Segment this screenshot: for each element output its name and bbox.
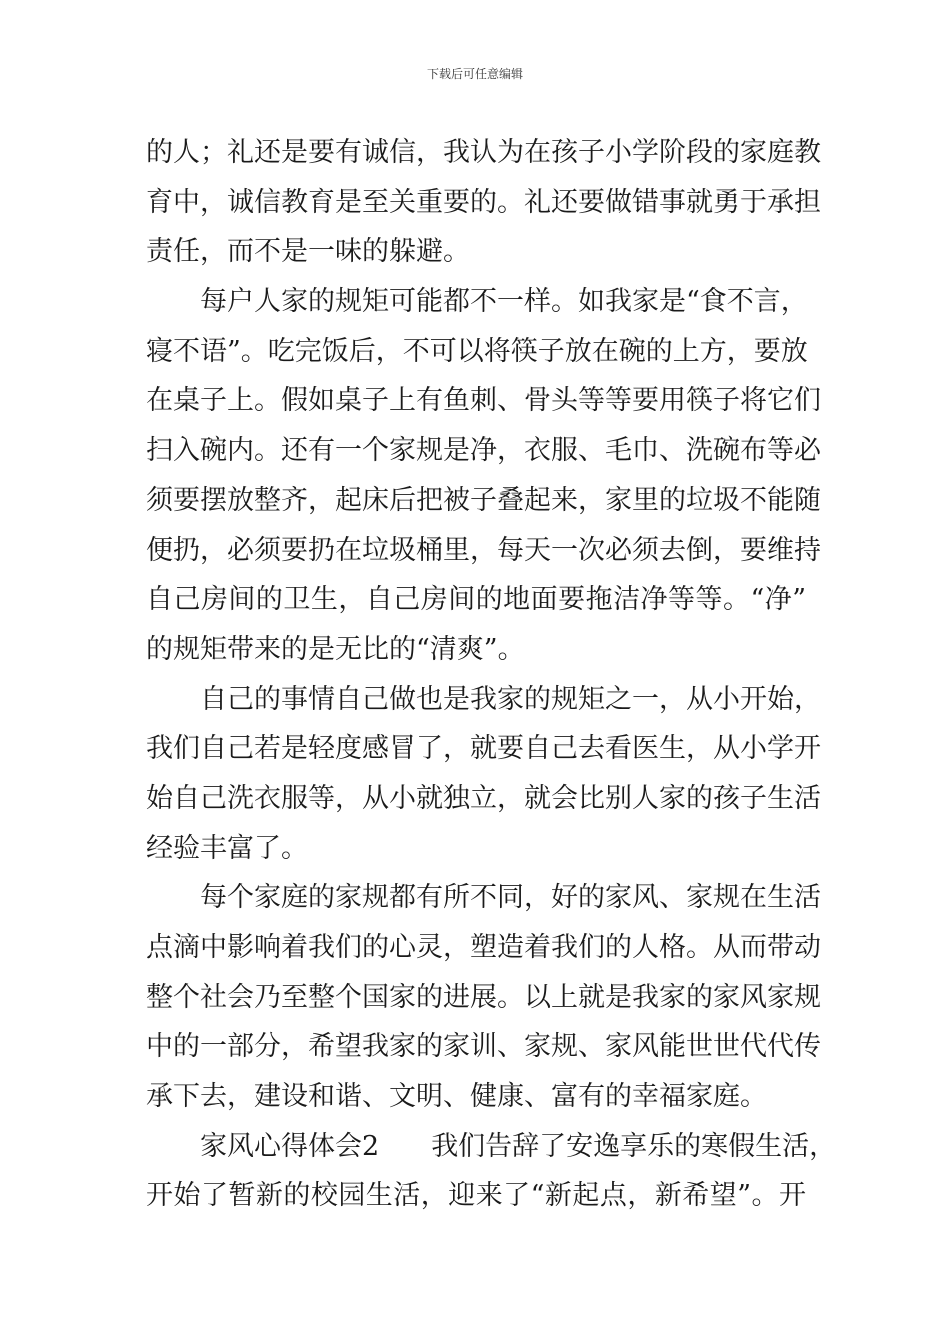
text-run: 我们告辞了安逸享乐的寒假生活， xyxy=(431,1130,837,1162)
paragraph-2 xyxy=(146,277,821,675)
text-line: 育中，诚信教育是至关重要的。礼还要做错事就勇于承担 xyxy=(146,186,821,218)
text-line: 中的一部分，希望我家的家训、家规、家风能世世代代传 xyxy=(146,1031,821,1063)
text-line: 责任，而不是一味的躲避。 xyxy=(146,236,470,268)
text-line: 的规矩带来的是无比的“清爽”。 xyxy=(146,633,525,665)
paragraph-4 xyxy=(146,873,821,1121)
text-line: 每个家庭的家规都有所不同，好的家风、家规在生活 xyxy=(200,882,821,914)
text-line: 每户人家的规矩可能都不一样。如我家是“食不言， xyxy=(200,286,808,318)
text-line: 我们自己若是轻度感冒了，就要自己去看医生，从小学开 xyxy=(146,733,821,765)
text-line xyxy=(146,1122,837,1172)
text-line: 须要摆放整齐，起床后把被子叠起来，家里的垃圾不能随 xyxy=(146,484,821,516)
section-heading: 家风心得体会2 xyxy=(200,1130,380,1162)
text-line: 开始了暂新的校园生活，迎来了“新起点，新希望”。开 xyxy=(146,1180,806,1212)
text-line: 自己的事情自己做也是我家的规矩之一，从小开始， xyxy=(200,683,821,715)
text-line: 的人；礼还是要有诚信，我认为在孩子小学阶段的家庭教 xyxy=(146,137,821,168)
text-line: 扫入碗内。还有一个家规是净，衣服、毛巾、洗碗布等必 xyxy=(146,435,821,467)
text-line: 寝不语”。吃完饭后，不可以将筷子放在碗的上方，要放 xyxy=(146,335,808,367)
text-line: 始自己洗衣服等，从小就独立，就会比别人家的孩子生活 xyxy=(146,782,821,814)
paragraph-5 xyxy=(146,1122,837,1221)
paragraph-1 xyxy=(146,128,821,277)
page-header: 下载后可任意编辑 xyxy=(426,67,523,81)
text-line: 经验丰富了。 xyxy=(146,832,308,864)
text-line: 点滴中影响着我们的心灵，塑造着我们的人格。从而带动 xyxy=(146,932,821,963)
paragraph-3 xyxy=(146,675,821,874)
document-body xyxy=(146,128,837,1221)
text-line: 承下去，建设和谐、文明、健康、富有的幸福家庭。 xyxy=(146,1081,767,1113)
text-line: 在桌子上。假如桌子上有鱼刺、骨头等等要用筷子将它们 xyxy=(146,385,821,417)
text-line: 自己房间的卫生，自己房间的地面要拖洁净等等。“净” xyxy=(146,584,806,616)
text-line: 整个社会乃至整个国家的进展。以上就是我家的家风家规 xyxy=(146,981,821,1013)
text-line: 便扔，必须要扔在垃圾桶里，每天一次必须去倒，要维持 xyxy=(146,534,821,566)
